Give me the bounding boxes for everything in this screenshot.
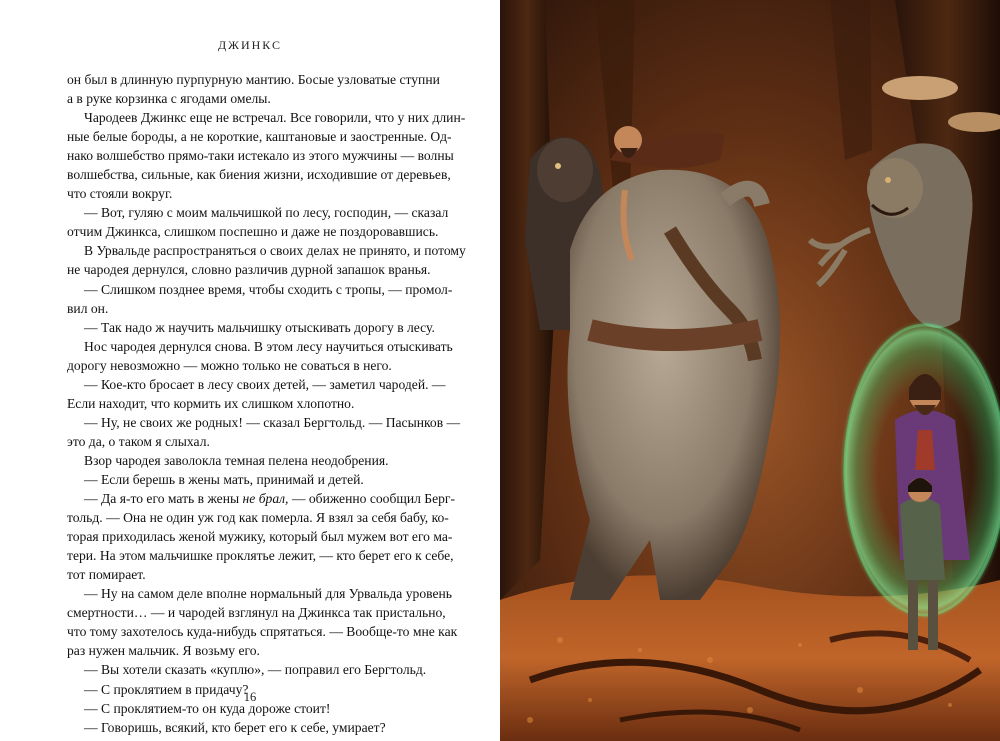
troll-left-head — [537, 138, 593, 202]
forest-trolls-illustration — [500, 0, 1000, 741]
text-line: В Урвальде распространяться о своих делах не принято, и потому — [84, 243, 466, 259]
text-line: а в руке корзинка с ягодами омелы. — [67, 91, 271, 107]
text-line: — Слишком позднее время, чтобы сходить с тропы, — промол- — [84, 281, 453, 297]
text-line: не чародея дернулся, словно различив дурной запашок вранья. — [67, 262, 431, 278]
troll-eye — [555, 163, 561, 169]
text-line: Если находит, что кормить их слишком хлопотно. — [67, 395, 355, 411]
text-line: тери. На этом мальчишке проклятье лежит, — кто берет его к себе, — [67, 548, 454, 564]
text-line: вил он. — [67, 300, 109, 316]
text-line: что тому захотелось куда-нибудь спрятаться. — Вообще-то мне как — [67, 624, 458, 640]
text-line: — С проклятием-то он куда дороже стоит! — [84, 700, 331, 716]
boy-leg — [908, 580, 918, 650]
text-line: Взор чародея заволокла темная пелена неодобрения. — [84, 452, 389, 468]
body-text — [67, 70, 466, 737]
boy-body — [900, 498, 945, 581]
fur-troll-belt — [590, 330, 760, 340]
text-line: Чародеев Джинкс еще не встречал. Все говорили, что у них длин- — [84, 110, 466, 126]
text-line: — С проклятием в придачу? — [84, 681, 249, 697]
wizard-vest — [915, 430, 935, 470]
text-line: — Если берешь в жены мать, принимай и детей. — [84, 471, 364, 487]
text-line: раз нужен мальчик. Я возьму его. — [67, 643, 260, 659]
text-line: он был в длинную пурпурную мантию. Босые узловатые ступни — [67, 72, 440, 87]
text-line-mixed — [67, 489, 456, 508]
text-line: — Говоришь, всякий, кто берет его к себе, умирает? — [84, 719, 386, 735]
text-line: — Ну, не своих же родных! — сказал Бергтольд. — Пасынков — — [84, 414, 461, 430]
text-line: тот помирает. — [67, 567, 146, 583]
running-head: ДЖИНКС — [218, 38, 282, 52]
troll-eye — [885, 177, 891, 183]
illustration-page — [500, 0, 1000, 741]
text-line: это да, о таком я слыхал. — [67, 433, 210, 449]
text-line: — Так надо ж научить мальчишку отыскивать дорогу в лесу. — [84, 319, 435, 335]
text-line: — Вы хотели сказать «куплю», — поправил его Бергтольд. — [84, 662, 427, 678]
text-line: дорогу невозможно — можно только не соваться в него. — [67, 357, 392, 373]
text-line: — Вот, гуляю с моим мальчишкой по лесу, господин, — сказал — [84, 205, 449, 221]
text-line: волшебства, сильные, как биения жизни, исходившие от деревьев, — [67, 167, 451, 183]
mushroom-shelf — [882, 76, 958, 100]
text-line: торая приходилась женой мужику, который был мужем вот его ма- — [67, 529, 453, 545]
text-line: отчим Джинкса, слишком поспешно и даже не поздоровавшись. — [67, 224, 439, 240]
text-run: — обиженно сообщил Берг- — [291, 491, 456, 507]
text-run: — Да я-то его мать в жены — [84, 491, 240, 507]
italic-run: не брал, — [242, 491, 289, 507]
text-line: нако волшебство прямо-таки истекало из этого мужчины — волны — [67, 148, 454, 164]
text-line: Нос чародея дернулся снова. В этом лесу научиться отыскивать — [84, 338, 453, 354]
text-line: — Ну на самом деле вполне нормальный для Урвальда уровень — [84, 586, 452, 602]
text-line: смертности… — и чародей взглянул на Джинкса так пристально, — [67, 605, 446, 621]
boy-leg — [928, 580, 938, 650]
text-line: — Кое-кто бросает в лесу своих детей, — заметил чародей. — — [84, 376, 446, 392]
text-line: тольд. — Она не один уж год как померла. Я взял за себя бабу, ко- — [67, 510, 449, 526]
text-line: ные белые бороды, а не короткие, каштановые и заостренные. Од- — [67, 129, 452, 145]
text-line: что стояли вокруг. — [67, 186, 173, 202]
page-number: 16 — [243, 690, 257, 704]
